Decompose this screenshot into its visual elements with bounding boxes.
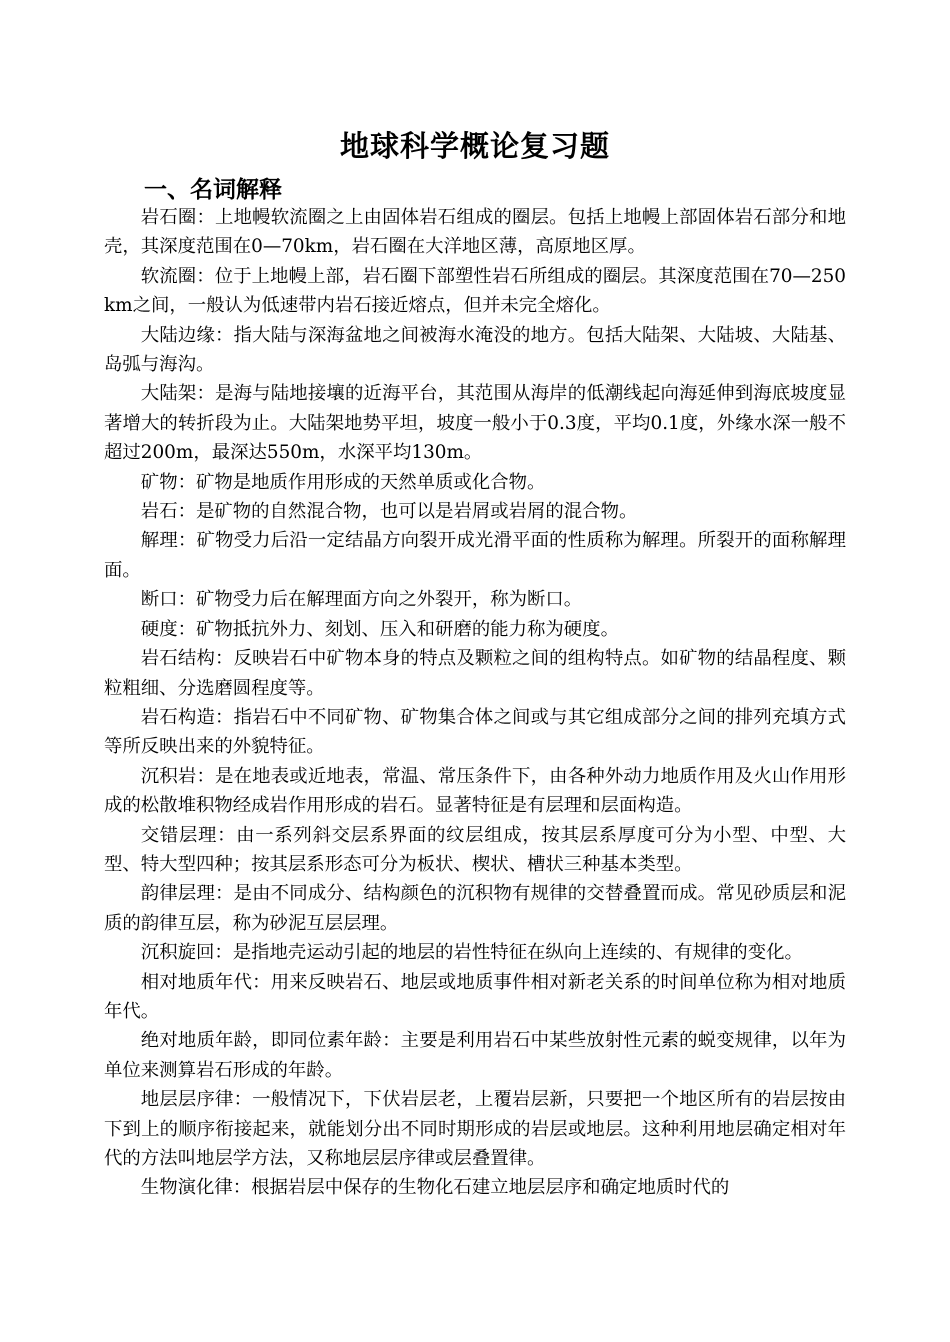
paragraph-fracture: 断口：矿物受力后在解理面方向之外裂开，称为断口。 [140,589,583,611]
paragraph-sedimentary-rock: 沉积岩：是在地表或近地表，常温、常压条件下，由各种外动力地质作用及火山作用形成的松散堆积物经成岩作用形成的岩石。显著特征是有层理和层面构造。 [104,765,846,817]
paragraph-relative-age: 相对地质年代：用来反映岩石、地层或地质事件相对新老关系的时间单位称为相对地质年代。 [104,971,846,1022]
paragraph-rhythmic-bedding: 韵律层理：是由不同成分、结构颜色的沉积物有规律的交替叠置而成。常见砂质层和泥质的韵律互层，称为砂泥互层层理。 [104,883,846,934]
paragraph-rock: 岩石：是矿物的自然混合物，也可以是岩屑或岩屑的混合物。 [140,501,638,523]
paragraph-mineral: 矿物：矿物是地质作用形成的天然单质或化合物。 [140,471,546,493]
paragraph-hardness: 硬度：矿物抵抗外力、刻划、压入和研磨的能力称为硬度。 [140,618,619,640]
paragraph-cleavage: 解理：矿物受力后沿一定结晶方向裂开成光滑平面的性质称为解理。所裂开的面称解理面。 [104,530,846,581]
paragraph-absolute-age: 绝对地质年龄，即同位素年龄：主要是利用岩石中某些放射性元素的蜕变规律，以年为单位来测算岩石形成的年龄。 [104,1030,846,1081]
paragraph-asthenosphere: 软流圈：位于上地幔上部，岩石圈下部塑性岩石所组成的圈层。其深度范围在70—250km之间，一般认为低速带内岩石接近熔点，但并未完全熔化。 [104,265,846,317]
paragraph-cross-bedding: 交错层理：由一系列斜交层系界面的纹层组成，按其层系厚度可分为小型、中型、大型、特大型四种；按其层系形态可分为板状、楔状、槽状三种基本类型。 [104,824,846,875]
paragraph-sedimentary-cycle: 沉积旋回：是指地壳运动引起的地层的岩性特征在纵向上连续的、有规律的变化。 [140,942,803,964]
paragraph-lithosphere: 岩石圈：上地幔软流圈之上由固体岩石组成的圈层。包括上地幔上部固体岩石部分和地壳，其深度范围在0—70km，岩石圈在大洋地区薄，高原地区厚。 [104,207,846,258]
paragraph-faunal-succession: 生物演化律：根据岩层中保存的生物化石建立地层层序和确定地质时代的 [140,1177,730,1199]
page-title: 地球科学概论复习题 [339,129,610,163]
paragraph-continental-shelf: 大陆架：是海与陆地接壤的近海平台，其范围从海岸的低潮线起向海延伸到海底坡度显著增大的转折段为止。大陆架地势平坦，坡度一般小于0.3度，平均0.1度，外缘水深一般不超过200m，最深达550m，水深平均130m。 [104,383,846,464]
paragraph-rock-structure: 岩石构造：指岩石中不同矿物、矿物集合体之间或与其它组成部分之间的排列充填方式等所反映出来的外貌特征。 [104,706,846,758]
paragraph-rock-texture: 岩石结构：反映岩石中矿物本身的特点及颗粒之间的组构特点。如矿物的结晶程度、颗粒粗细、分选磨圆程度等。 [104,648,846,699]
section-heading: 一、名词解释 [144,177,282,203]
document-body [104,203,846,1203]
paragraph-continental-margin: 大陆边缘：指大陆与深海盆地之间被海水淹没的地方。包括大陆架、大陆坡、大陆基、岛弧与海沟。 [104,324,846,376]
paragraph-superposition: 地层层序律：一般情况下，下伏岩层老，上覆岩层新，只要把一个地区所有的岩层按由下到上的顺序衔接起来，就能划分出不同时期形成的岩层或地层。这种利用地层确定相对年代的方法叫地层学方法，又称地层层序律或层叠置律。 [104,1089,846,1169]
